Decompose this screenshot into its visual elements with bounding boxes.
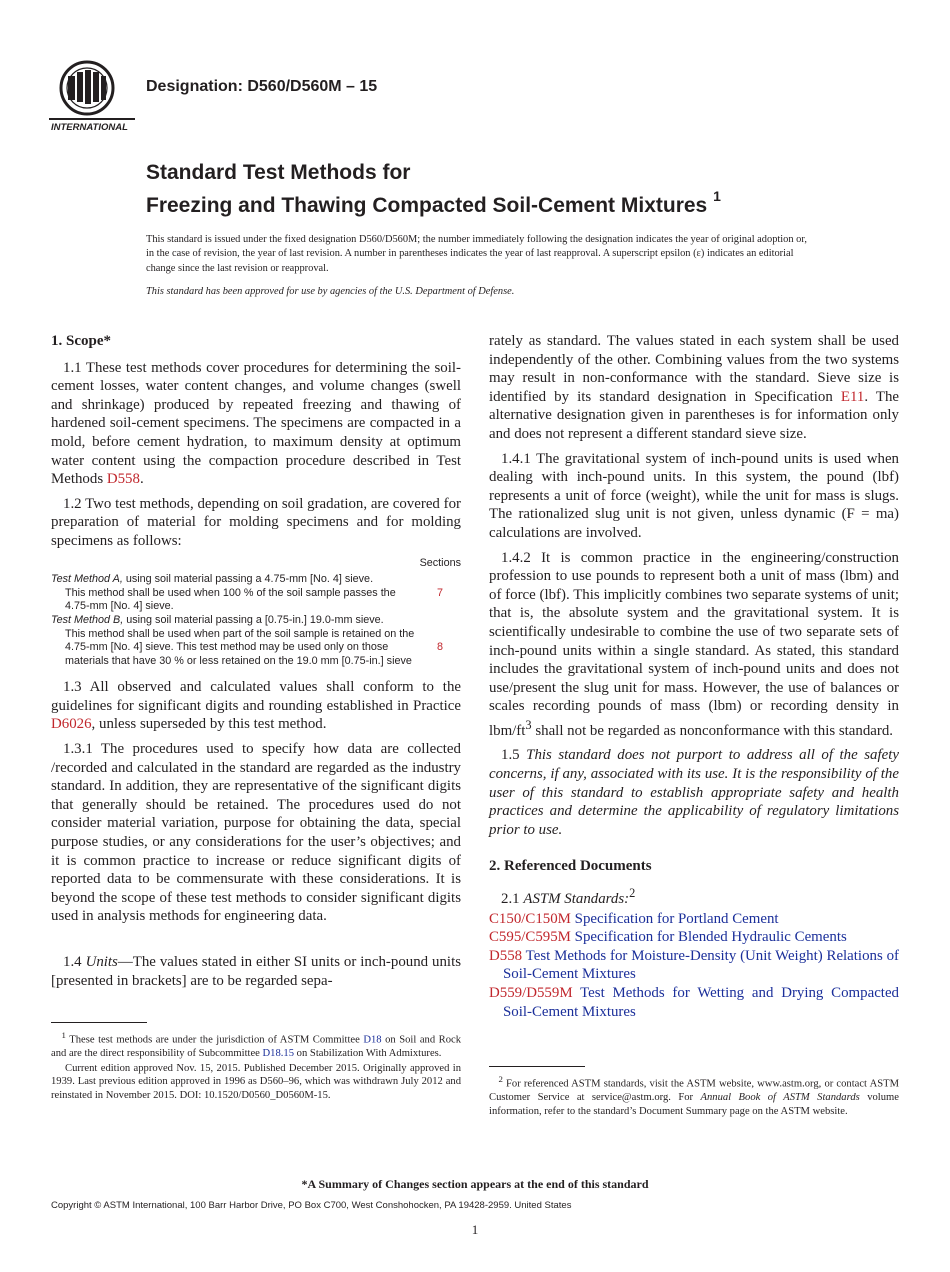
footnote-1	[51, 1029, 461, 1061]
designation: Designation: D560/D560M – 15	[146, 78, 378, 95]
para-1-4-2	[489, 549, 899, 741]
link-d6026[interactable]: D6026	[51, 716, 92, 733]
refdocs-sub	[489, 884, 899, 909]
footnote-1-mark: 1	[61, 1030, 66, 1040]
title-footnote-mark: 1	[713, 188, 721, 204]
link-d18[interactable]: D18	[363, 1034, 382, 1046]
reference-code[interactable]: D558	[489, 947, 523, 964]
para-1-4-part-a: —The values stated in either SI units or inch-pound units [presented in brackets] are to be regarded sepa-	[51, 954, 461, 989]
link-d18-15[interactable]: D18.15	[262, 1048, 295, 1060]
para-1-3-1: 1.3.1 The procedures used to specify how data are collected /recorded and calculated in the standard are regarded as the industry standard. In addition, they are representative of the significant digits that generally should be retained. The procedures used do not consider material variation, purpose for obtaining the data, special purpose studies, or any considerations for the user’s objectives; and it is common practice to increase or reduce significant digits of reported data to be commensurate with these considerations. It is beyond the scope of these test methods to consider significant digits used in analysis methods for engineering data.	[51, 741, 461, 925]
reference-title[interactable]: Test Methods for Wetting and Drying Compacted Soil-Cement Mixtures	[503, 984, 899, 1020]
footnote-1-a: These test methods are under the jurisdiction of ASTM Committee	[65, 1034, 364, 1046]
copyright: Copyright © ASTM International, 100 Barr Harbor Drive, PO Box C700, West Conshohocken, PA 19428-2959. United States	[51, 1200, 572, 1211]
footnote-rule-right	[489, 1066, 585, 1067]
refdocs-sub-sup: 2	[629, 886, 636, 900]
refdocs-sub-num: 2.1	[501, 890, 524, 907]
para-1-4-continued	[489, 332, 899, 444]
footnote-2-mark: 2	[498, 1074, 503, 1084]
reference-code[interactable]: C150/C150M	[489, 910, 571, 927]
para-1-5-num: 1.5	[501, 747, 527, 764]
reference-code[interactable]: D559/D559M	[489, 984, 573, 1001]
test-method-b-name: Test Method B,	[51, 613, 124, 626]
reference-title[interactable]: Specification for Portland Cement	[574, 910, 779, 927]
para-1-5-text: This standard does not purport to address all of the safety concerns, if any, associated with its use. It is the responsibility of the user of this standard to establish appropriate safety and health practices and determine the applicability of regulatory limitations prior to use.	[489, 747, 899, 838]
para-1-3-text: 1.3 All observed and calculated values shall conform to the guidelines for significant digits and rounding established in Practice	[51, 679, 461, 714]
para-1-3-end: , unless superseded by this test method.	[91, 716, 327, 733]
refdocs-heading: 2. Referenced Documents	[489, 858, 652, 875]
test-method-a	[51, 573, 461, 614]
footnote-2	[489, 1073, 899, 1118]
sections-header: Sections	[419, 556, 461, 569]
title-line-2-text: Freezing and Thawing Compacted Soil-Cement Mixtures	[146, 194, 708, 217]
para-1-3	[51, 678, 461, 734]
footnote-1-c: on Stabilization With Admixtures.	[294, 1048, 442, 1060]
para-1-4-2-sup: 3	[525, 717, 532, 732]
reference-list	[489, 910, 899, 1022]
test-method-b-first: using soil material passing a [0.75-in.] 19.0-mm sieve.	[123, 613, 384, 626]
link-e11[interactable]: E11	[840, 388, 865, 405]
page-number: 1	[471, 1222, 479, 1237]
para-1-4-part-b: rately as standard. The values stated in each system shall be used independently of the other. Combining values from the two systems may result in non-conformance with the standard. Sieve size is identified by its standard designation in Specification	[489, 333, 899, 405]
para-1-4-label: Units	[85, 954, 118, 970]
para-1-4-end: . The alternative designation given in parentheses is for information only and does not represent a different standard sieve size.	[489, 388, 900, 442]
para-1-4-start	[51, 953, 461, 990]
dod-notice: This standard has been approved for use by agencies of the U.S. Department of Defense.	[146, 286, 515, 297]
para-1-4-num: 1.4	[63, 954, 86, 970]
reference-item[interactable]	[489, 947, 899, 984]
logo-text: INTERNATIONAL	[51, 122, 128, 133]
footnote-1-edition: Current edition approved Nov. 15, 2015. Published December 2015. Originally approved in 1939. Last previous edition approved in 1996 as D560–96, which was withdrawn July 2012 and reinstated in November 2015. DOI: 10.1520/D0560_D0560M-15.	[51, 1062, 461, 1101]
footnote-2-a: For referenced ASTM standards, visit the ASTM website, www.astm.org, or contact ASTM Customer Service at service@astm.org. For	[489, 1078, 899, 1104]
test-method-a-first: using soil material passing a 4.75-mm [No. 4] sieve.	[122, 573, 374, 586]
test-method-a-section[interactable]: 7	[436, 587, 443, 600]
reference-item[interactable]	[489, 984, 899, 1021]
para-1-1	[51, 359, 461, 489]
para-1-5	[489, 746, 899, 839]
refdocs-sub-label: ASTM Standards:	[523, 890, 630, 907]
test-method-b	[51, 614, 461, 668]
test-method-a-name: Test Method A,	[51, 573, 123, 586]
reference-title[interactable]: Test Methods for Moisture-Density (Unit Weight) Relations of Soil-Cement Mixtures	[503, 947, 899, 983]
footnote-rule-left	[51, 1022, 147, 1023]
scope-heading: 1. Scope*	[51, 333, 111, 349]
para-1-1-text: 1.1 These test methods cover procedures for determining the soil-cement losses, water content changes, and volume changes (swell and shrinkage) produced by repeated freezing and thawing of hardened soil-cement specimens. The specimens are compacted in a mold, before cement hydration, to maximum density at optimum water content using the compaction procedure described in Test Methods	[51, 359, 461, 488]
reference-item[interactable]	[489, 910, 899, 929]
reference-code[interactable]: C595/C595M	[489, 929, 571, 946]
designation-notice: This standard is issued under the fixed designation D560/D560M; the number immediately following the designation indicates the year of original adoption or, in the case of revision, the year of last revision. A number in parentheses indicates the year of last reapproval. A superscript epsilon (ε) indicates an editorial change since the last revision or reapproval.	[146, 234, 807, 274]
test-method-a-desc: This method shall be used when 100 % of the soil sample passes the 4.75-mm [No. 4] sieve.	[65, 586, 396, 613]
reference-item[interactable]	[489, 928, 899, 947]
page-title	[146, 160, 721, 219]
astm-logo-icon	[49, 58, 135, 134]
link-d558[interactable]: D558	[106, 471, 140, 488]
test-methods-table	[51, 557, 461, 669]
footnotes-right	[489, 1066, 899, 1119]
test-method-b-desc: This method shall be used when part of the soil sample is retained on the 4.75-mm [No. 4] sieve. This test method may be used only on those materials that have 30 % or less retained on the 19.0 mm [0.75-in.] sieve	[65, 627, 415, 667]
left-column	[51, 332, 461, 932]
footnote-1-b: on Soil and Rock and are the direct responsibility of Subcommittee	[51, 1034, 461, 1060]
para-1-4-1: 1.4.1 The gravitational system of inch-pound units is used when dealing with inch-pound units. In this system, the pound (lbf) represents a unit of force (weight), while the unit for mass is slugs. The rationalized slug unit is not given, unless dynamic (F = ma) calculations are involved.	[489, 450, 899, 541]
para-1-2: 1.2 Two test methods, depending on soil gradation, are covered for preparation of material for molding specimens and for molding specimens as follows:	[51, 495, 461, 549]
para-1-4-2-end: shall not be regarded as nonconformance with this standard.	[531, 722, 894, 739]
summary-of-changes-note: *A Summary of Changes section appears at the end of this standard	[301, 1177, 649, 1191]
footnotes-left	[51, 1022, 461, 1104]
title-line-1: Standard Test Methods for	[146, 161, 411, 184]
para-1-1-end: .	[139, 471, 144, 488]
title-line-2	[146, 186, 721, 219]
left-column-tail	[51, 953, 461, 990]
para-1-4-2-text: 1.4.2 It is common practice in the engineering/construction profession to use pounds to represent both a unit of mass (lbm) and of force (lbf). This implicitly combines two separate systems of unit; that is, the absolute system and the gravitational system. It is scientifically undesirable to combine the use of two separate sets of inch-pound units within a single standard. As stated, this standard includes the gravitational system of inch-pound units and does not use/present the slug unit for mass. However, the use of balances or scales recording pounds of mass (lbm) or recording density in lbm/ft	[489, 549, 899, 739]
reference-title[interactable]: Specification for Blended Hydraulic Cements	[574, 929, 847, 946]
right-column	[489, 332, 899, 1021]
footnote-2-b: volume information, refer to the standard’s Document Summary page on the ASTM website.	[489, 1092, 899, 1117]
test-method-b-section[interactable]: 8	[436, 640, 443, 653]
footnote-2-italic: Annual Book of ASTM Standards	[700, 1092, 860, 1104]
